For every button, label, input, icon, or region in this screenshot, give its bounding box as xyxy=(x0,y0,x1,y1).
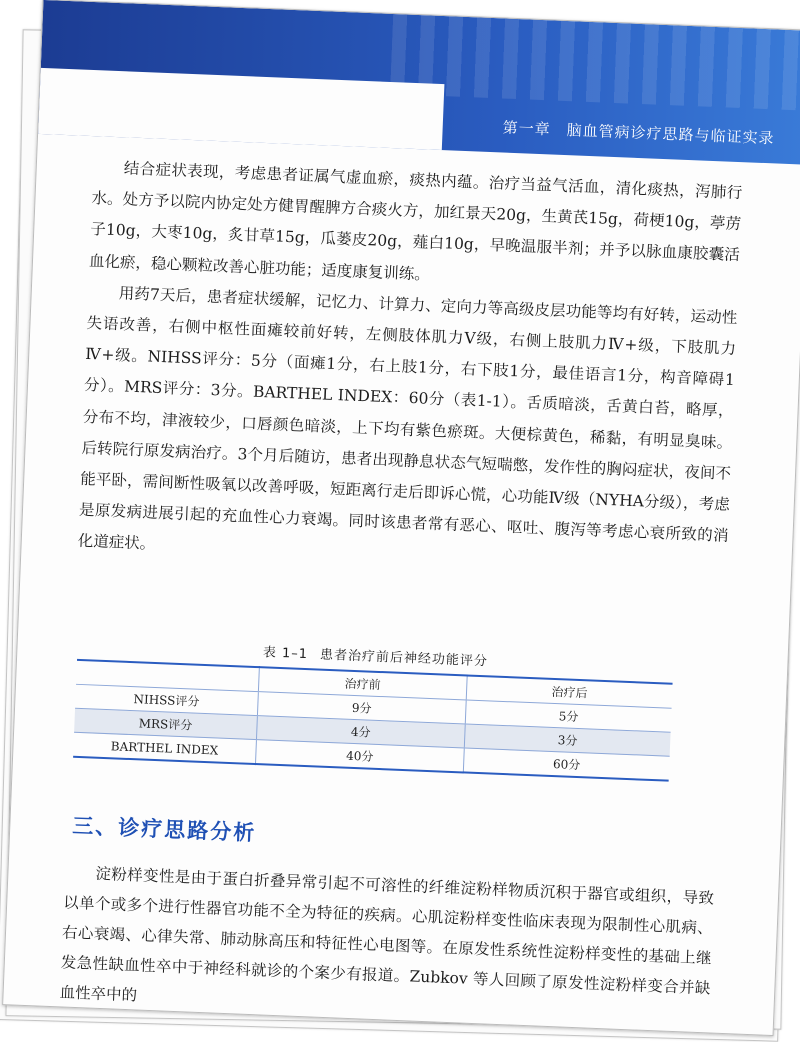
table-cell-before: 9分 xyxy=(257,692,466,724)
chapter-header-band xyxy=(38,0,800,165)
table-cell-before: 4分 xyxy=(256,716,465,748)
table-number: 表 1–1 xyxy=(262,645,309,663)
body-paragraph: 用药7天后，患者症状缓解，记忆力、计算力、定向力等高级皮层功能等均有好转，运动性失语改善，右侧中枢性面瘫较前好转，左侧肢体肌力Ⅴ级，右侧上肢肌力Ⅳ+级，下肢肌力Ⅳ+级。NIHSS评分：5分（面瘫1分，右上肢1分，右下肢1分，最佳语言1分，构音障碍1分）。MRS评分：3分。BARTHEL INDEX：60分（表1-1）。舌质暗淡，舌黄白苔，略厚，分布不均，津液较少，口唇颜色暗淡，上下均有紫色瘀斑。大便棕黄色，稀黏，有明显臭味。后转院行原发病治疗。3个月后随访，患者出现静息状态气短喘憋，发作性的胸闷症状，夜间不能平卧，需间断性吸氧以改善呼吸，短距离行走后即诉心慌，心功能Ⅳ级（NYHA分级），考虑是原发病进展引起的充血性心力衰竭。同时该患者常有恶心、呕吐、腹泻等考虑心衰所致的消化道症状。 xyxy=(77,284,738,554)
score-table xyxy=(73,659,672,782)
table-cell-after: 3分 xyxy=(464,724,671,756)
table-caption-text: 患者治疗前后神经功能评分 xyxy=(319,647,489,670)
book-page xyxy=(2,0,800,1036)
table-row-label: NIHSS评分 xyxy=(75,684,258,715)
table-cell-after: 60分 xyxy=(463,748,670,781)
body-paragraph: 结合症状表现，考虑患者证属气虚血瘀，痰热内蕴。治疗当益气活血，清化痰热，泻肺行水。处方予以院内协定处方健胃醒脾方合痰火方，加红景天20g，生黄芪15g，荷梗10g，葶苈子10g，大枣10g，炙甘草15g，瓜蒌皮20g，薤白10g，早晚温服半剂；并予以脉血康胶囊活血化瘀，稳心颗粒改善心脏功能；适度康复训练。 xyxy=(88,159,743,284)
body-text xyxy=(77,152,743,583)
header-band-texture xyxy=(390,14,800,111)
table-cell-after: 5分 xyxy=(465,700,672,732)
score-table-block xyxy=(73,634,673,782)
section-heading: 三、诊疗思路分析 xyxy=(71,813,257,846)
table-header-cell: 治疗后 xyxy=(466,675,673,708)
chapter-title: 第一章 脑血管病诊疗思路与临证实录 xyxy=(502,118,775,148)
header-band-notch xyxy=(38,68,444,150)
table-cell-before: 40分 xyxy=(255,740,464,773)
table-row-label: BARTHEL INDEX xyxy=(73,732,256,764)
section-text xyxy=(59,858,714,1034)
table-header-cell: 治疗前 xyxy=(258,667,467,700)
section-paragraph: 淀粉样变性是由于蛋白折叠异常引起不可溶性的纤维淀粉样物质沉积于器官或组织，导致以单个或多个进行性器官功能不全为特征的疾病。心肌淀粉样变性临床表现为限制性心肌病、右心衰竭、心律失常、肺动脉高压和特征性心电图等。在原发性系统性淀粉样变性的基础上继发急性缺血性卒中于神经科就诊的个案少有报道。Zubkov 等人回顾了原发性淀粉样变合并缺血性卒中的 xyxy=(59,864,715,1005)
table-row-label: MRS评分 xyxy=(74,708,257,739)
